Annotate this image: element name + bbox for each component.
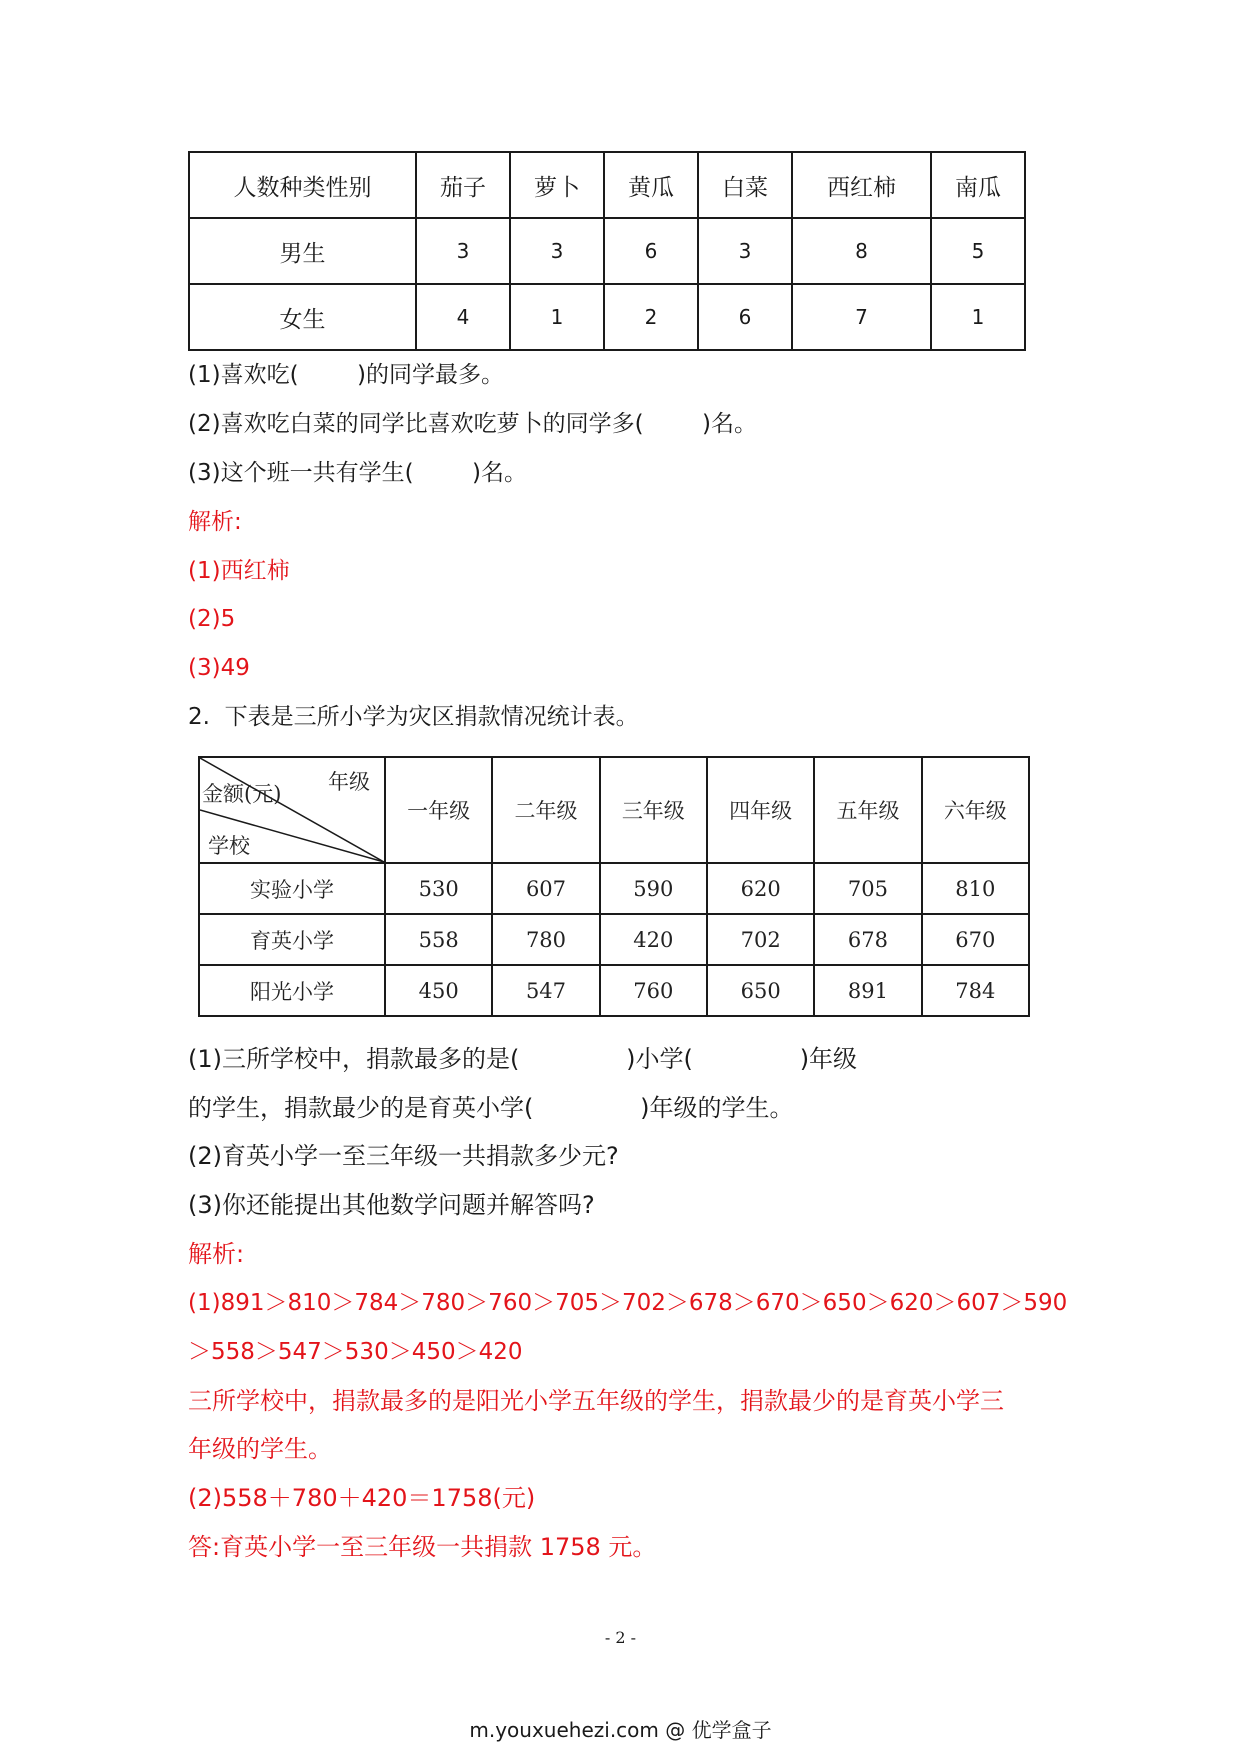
table-cell: 678 — [814, 914, 921, 965]
table-row — [199, 914, 1029, 965]
table-cell: 3 — [510, 218, 604, 284]
analysis-line: (1)891＞810＞784＞780＞760＞705＞702＞678＞670＞650＞620＞607＞590 — [188, 1290, 1068, 1316]
question-line: 的学生，捐款最少的是育英小学( )年级的学生。 — [188, 1094, 794, 1122]
table-row — [189, 218, 1025, 284]
table-cell: 5 — [931, 218, 1025, 284]
question-title: 2. 下表是三所小学为灾区捐款情况统计表。 — [188, 704, 639, 730]
table-header-cell: 白菜 — [698, 152, 792, 218]
table-cell: 670 — [922, 914, 1029, 965]
answer-line: (3)49 — [188, 655, 250, 681]
table-cell: 450 — [385, 965, 492, 1016]
table-corner-cell: 人数种类性别 — [189, 152, 416, 218]
question-line: (3)你还能提出其他数学问题并解答吗? — [188, 1191, 595, 1219]
corner-label-grade: 年级 — [328, 770, 370, 794]
analysis-line: 三所学校中，捐款最多的是阳光小学五年级的学生，捐款最少的是育英小学三 — [188, 1387, 1004, 1415]
table-header-cell: 五年级 — [814, 757, 921, 863]
analysis-label: 解析: — [188, 509, 242, 535]
question-line: (1)三所学校中，捐款最多的是( )小学( )年级 — [188, 1045, 858, 1073]
row-label: 女生 — [189, 284, 416, 350]
table-cell: 705 — [814, 863, 921, 914]
table-cell: 590 — [600, 863, 707, 914]
table-cell: 4 — [416, 284, 510, 350]
corner-label-amount: 金额(元) — [202, 782, 282, 806]
table-cell: 2 — [604, 284, 698, 350]
table-cell: 1 — [931, 284, 1025, 350]
row-label: 阳光小学 — [199, 965, 385, 1016]
page-number: - 2 - — [604, 1628, 637, 1647]
diagonal-header-cell — [199, 757, 385, 863]
analysis-label: 解析: — [188, 1240, 245, 1268]
table-header-cell: 六年级 — [922, 757, 1029, 863]
row-label: 实验小学 — [199, 863, 385, 914]
table-header-row — [199, 757, 1029, 863]
row-label: 育英小学 — [199, 914, 385, 965]
table-row — [199, 965, 1029, 1016]
table-cell: 547 — [492, 965, 599, 1016]
table-cell: 620 — [707, 863, 814, 914]
table-cell: 420 — [600, 914, 707, 965]
table-header-cell: 一年级 — [385, 757, 492, 863]
table-row — [199, 863, 1029, 914]
table-row — [189, 284, 1025, 350]
table-cell: 702 — [707, 914, 814, 965]
table-cell: 3 — [698, 218, 792, 284]
donation-table — [198, 756, 1030, 1017]
site-footer: m.youxuehezi.com @ 优学盒子 — [469, 1718, 772, 1742]
table-cell: 607 — [492, 863, 599, 914]
table-cell: 1 — [510, 284, 604, 350]
question-line: (2)喜欢吃白菜的同学比喜欢吃萝卜的同学多( )名。 — [188, 411, 758, 437]
analysis-line: ＞558＞547＞530＞450＞420 — [188, 1339, 523, 1365]
table-cell: 891 — [814, 965, 921, 1016]
table-cell: 558 — [385, 914, 492, 965]
answer-line: (1)西红柿 — [188, 558, 290, 584]
table-cell: 6 — [698, 284, 792, 350]
answer-line: (2)5 — [188, 606, 236, 632]
table-header-cell: 南瓜 — [931, 152, 1025, 218]
table-header-cell: 二年级 — [492, 757, 599, 863]
table-cell: 8 — [792, 218, 931, 284]
table-header-cell: 三年级 — [600, 757, 707, 863]
table-cell: 760 — [600, 965, 707, 1016]
table-header-cell: 萝卜 — [510, 152, 604, 218]
vegetable-preference-table — [188, 151, 1026, 351]
table-cell: 530 — [385, 863, 492, 914]
row-label: 男生 — [189, 218, 416, 284]
question-line: (3)这个班一共有学生( )名。 — [188, 460, 528, 486]
analysis-line: 答:育英小学一至三年级一共捐款 1758 元。 — [188, 1533, 657, 1561]
table-header-row — [189, 152, 1025, 218]
table-header-cell: 西红柿 — [792, 152, 931, 218]
table-header-cell: 黄瓜 — [604, 152, 698, 218]
corner-label-school: 学校 — [208, 834, 250, 858]
table-header-cell: 四年级 — [707, 757, 814, 863]
table-header-cell: 茄子 — [416, 152, 510, 218]
table-cell: 3 — [416, 218, 510, 284]
table-cell: 780 — [492, 914, 599, 965]
table-cell: 650 — [707, 965, 814, 1016]
table-cell: 6 — [604, 218, 698, 284]
analysis-line: 年级的学生。 — [188, 1435, 332, 1463]
question-line: (1)喜欢吃( )的同学最多。 — [188, 362, 505, 388]
table-cell: 7 — [792, 284, 931, 350]
question-line: (2)育英小学一至三年级一共捐款多少元? — [188, 1142, 619, 1170]
analysis-line: (2)558＋780＋420＝1758(元) — [188, 1484, 536, 1512]
table-cell: 784 — [922, 965, 1029, 1016]
table-cell: 810 — [922, 863, 1029, 914]
